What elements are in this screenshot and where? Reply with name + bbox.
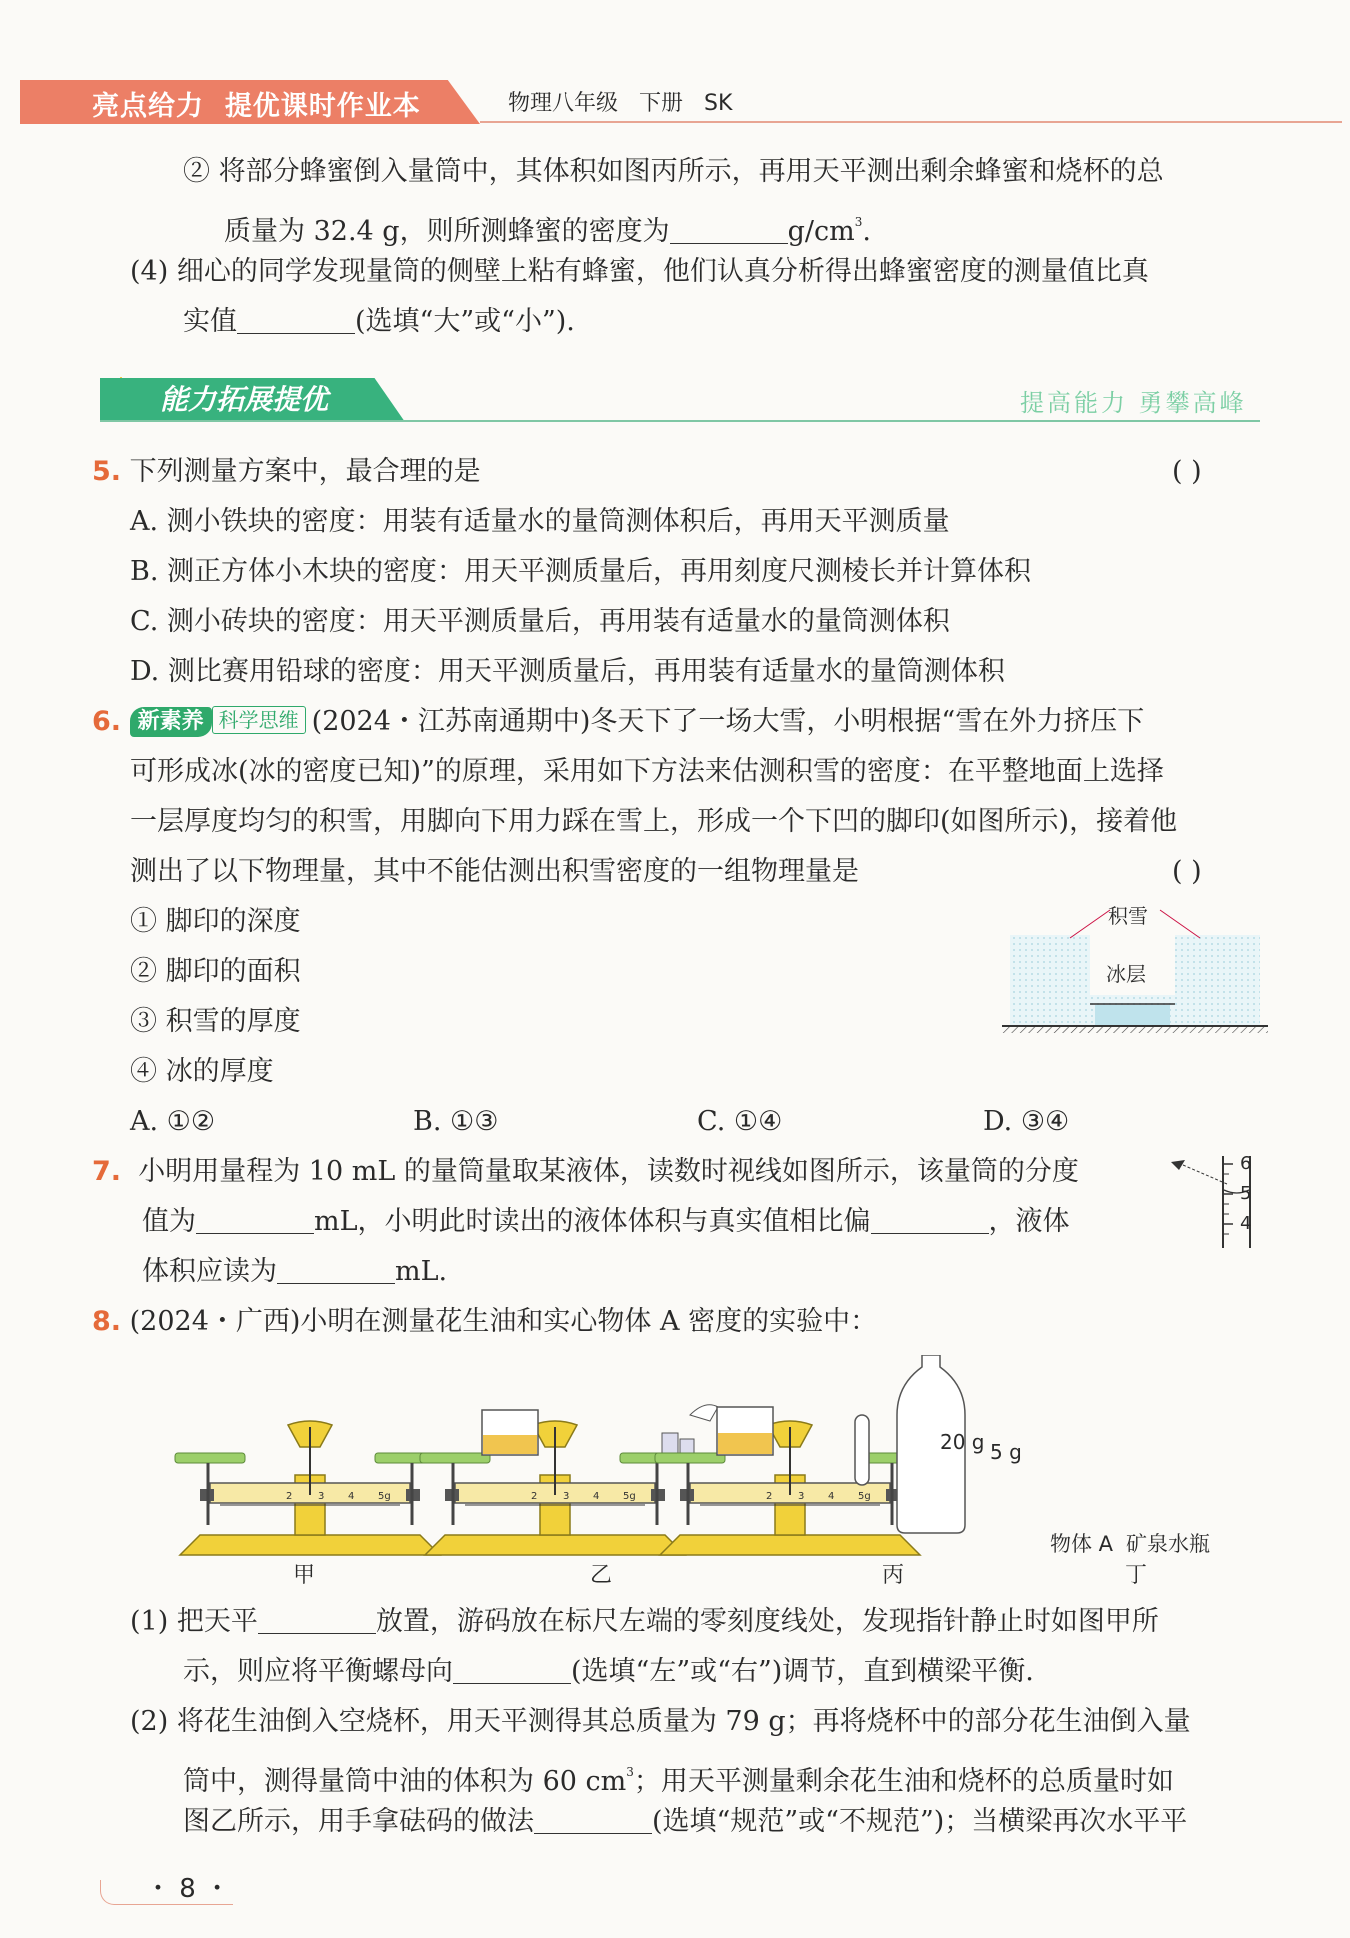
answer-paren[interactable]: ( ) <box>1172 856 1202 887</box>
volume-label: 下册 <box>639 91 684 116</box>
q5-option-b[interactable]: B. 测正方体小木块的密度：用天平测质量后，再用刻度尺测棱长并计算体积 <box>130 556 1032 587</box>
q6-item-3: ③ 积雪的厚度 <box>130 1006 301 1037</box>
balance-figures <box>170 1355 1250 1599</box>
prev-q-line4 <box>183 302 575 342</box>
section-title: 能力拓展提优 <box>160 383 329 416</box>
header-subject <box>508 86 732 117</box>
question-text: 下列测量方案中，最合理的是 <box>129 456 481 487</box>
tag-new-literacy: 新素养 <box>130 707 212 737</box>
question-text: ，液体 <box>988 1206 1070 1237</box>
scale-4: 4 <box>1240 1213 1252 1234</box>
edition-label: SK <box>704 91 733 116</box>
q8-p2-line1: (2) 将花生油倒入空烧杯，用天平测得其总质量为 79 g；再将烧杯中的部分花生油倒入量 <box>130 1706 1191 1737</box>
question-text: mL，小明此时读出的液体体积与真实值相比偏 <box>314 1206 871 1237</box>
weight-5g-label: 5 g <box>990 1440 1022 1464</box>
scale-6: 6 <box>1240 1153 1252 1174</box>
unit: g/cm <box>787 216 855 247</box>
q5-option-d[interactable]: D. 测比赛用铅球的密度：用天平测质量后，再用装有适量水的量筒测体积 <box>130 656 1005 687</box>
header-series: 提优课时作业本 <box>224 91 421 122</box>
fig-label-yi: 乙 <box>590 1563 613 1588</box>
fig-label-bing: 丙 <box>882 1563 905 1588</box>
question-number: 5. <box>92 456 122 487</box>
section-slogan: 提高能力 勇攀高峰 <box>1020 389 1247 417</box>
q6-line3: 一层厚度均匀的积雪，用脚向下用力踩在雪上，形成一个下凹的脚印(如图所示)，接着他 <box>130 806 1178 837</box>
unit-sup: 3 <box>854 215 863 229</box>
prev-q-text: 质量为 32.4 g，则所测蜂蜜的密度为 <box>224 216 670 247</box>
question-text: 小明用量程为 10 mL 的量筒量取某液体，读数时视线如图所示，该量筒的分度 <box>138 1156 1079 1187</box>
prev-q-text: (选填“大”或“小”). <box>355 306 575 337</box>
question-text: mL. <box>395 1256 448 1287</box>
q8-p1-line2 <box>183 1652 1034 1692</box>
question-text: 筒中，测得量筒中油的体积为 60 cm <box>183 1766 627 1797</box>
question-text: (1) 把天平 <box>130 1606 258 1637</box>
answer-blank[interactable] <box>670 213 788 244</box>
answer-blank[interactable] <box>258 1603 376 1634</box>
q6-choice-d[interactable]: D. ③④ <box>983 1106 1070 1137</box>
q6-line1 <box>92 702 1144 742</box>
prev-q-line1: ② 将部分蜂蜜倒入量筒中，其体积如图丙所示，再用天平测出剩余蜂蜜和烧杯的总 <box>183 156 1164 187</box>
q6-line4: 测出了以下物理量，其中不能估测出积雪密度的一组物理量是 <box>130 856 859 887</box>
q6-line2: 可形成冰(冰的密度已知)”的原理，采用如下方法来估测积雪的密度：在平整地面上选择 <box>130 756 1164 787</box>
question-text: 体积应读为 <box>142 1256 277 1287</box>
snow-label: 积雪 <box>1108 904 1148 928</box>
q7-line3 <box>142 1252 447 1292</box>
q6-choice-c[interactable]: C. ①④ <box>697 1106 783 1137</box>
header-title <box>92 84 421 123</box>
answer-blank[interactable] <box>237 303 355 334</box>
q8-p2-line2 <box>183 1752 1174 1802</box>
q7-line1 <box>92 1152 1079 1192</box>
question-text: (2024・江苏南通期中)冬天下了一场大雪，小明根据“雪在外力挤压下 <box>311 706 1145 737</box>
answer-paren[interactable]: ( ) <box>1172 456 1202 487</box>
unit-sup: 3 <box>626 1765 634 1779</box>
q6-choice-b[interactable]: B. ①③ <box>413 1106 499 1137</box>
tag-science-thinking: 科学思维 <box>212 706 306 734</box>
subject-label: 物理八年级 <box>508 91 619 116</box>
prev-q-line2 <box>224 202 871 252</box>
question-text: 图乙所示，用手拿砝码的做法 <box>183 1806 534 1837</box>
question-number: 8. <box>92 1306 122 1337</box>
q6-item-1: ① 脚印的深度 <box>130 906 301 937</box>
scale-5: 5 <box>1240 1183 1252 1204</box>
q8-p2-line3 <box>183 1802 1187 1842</box>
answer-blank[interactable] <box>871 1203 989 1234</box>
period: . <box>862 216 871 247</box>
question-text: 放置，游码放在标尺左端的零刻度线处，发现指针静止时如图甲所 <box>375 1606 1159 1637</box>
answer-blank[interactable] <box>534 1803 652 1834</box>
fig-label-jia: 甲 <box>293 1563 316 1588</box>
q5-option-a[interactable]: A. 测小铁块的密度：用装有适量水的量筒测体积后，再用天平测质量 <box>130 506 950 537</box>
section-rule <box>100 420 1260 422</box>
question-text: 示，则应将平衡螺母向 <box>183 1656 453 1687</box>
question-number: 6. <box>92 706 122 737</box>
question-number: 7. <box>92 1156 122 1187</box>
header-rule <box>480 121 1342 123</box>
q7-line2 <box>142 1202 1070 1242</box>
weight-20g-label: 20 g <box>940 1430 985 1454</box>
object-a-label: 物体 A <box>1050 1532 1114 1556</box>
answer-blank[interactable] <box>453 1653 571 1684</box>
q8-stem <box>92 1302 877 1342</box>
answer-blank[interactable] <box>277 1253 395 1284</box>
prev-q-line3: (4) 细心的同学发现量筒的侧壁上粘有蜂蜜，他们认真分析得出蜂蜜密度的测量值比真 <box>130 256 1149 287</box>
header-brand: 亮点给力 <box>92 91 204 122</box>
bottle-label: 矿泉水瓶 <box>1126 1532 1210 1556</box>
question-text: (选填“规范”或“不规范”)；当横梁再次水平平 <box>652 1806 1188 1837</box>
q5-option-c[interactable]: C. 测小砖块的密度：用天平测质量后，再用装有适量水的量筒测体积 <box>130 606 950 637</box>
question-text: (选填“左”或“右”)调节，直到横梁平衡. <box>571 1656 1034 1687</box>
q6-item-2: ② 脚印的面积 <box>130 956 301 987</box>
page-number: ・ 8 ・ <box>145 1874 231 1904</box>
q6-item-4: ④ 冰的厚度 <box>130 1056 274 1087</box>
question-text: (2024・广西)小明在测量花生油和实心物体 A 密度的实验中： <box>129 1306 878 1337</box>
q5-stem <box>92 452 481 492</box>
prev-q-text: 实值 <box>183 306 237 337</box>
question-text: 值为 <box>142 1206 196 1237</box>
q8-p1-line1 <box>130 1602 1159 1642</box>
q6-choice-a[interactable]: A. ①② <box>130 1106 216 1137</box>
answer-blank[interactable] <box>196 1203 314 1234</box>
fig-label-ding: 丁 <box>1125 1563 1148 1588</box>
question-text: ；用天平测量剩余花生油和烧杯的总质量时如 <box>633 1766 1174 1797</box>
ice-label: 冰层 <box>1106 962 1146 986</box>
